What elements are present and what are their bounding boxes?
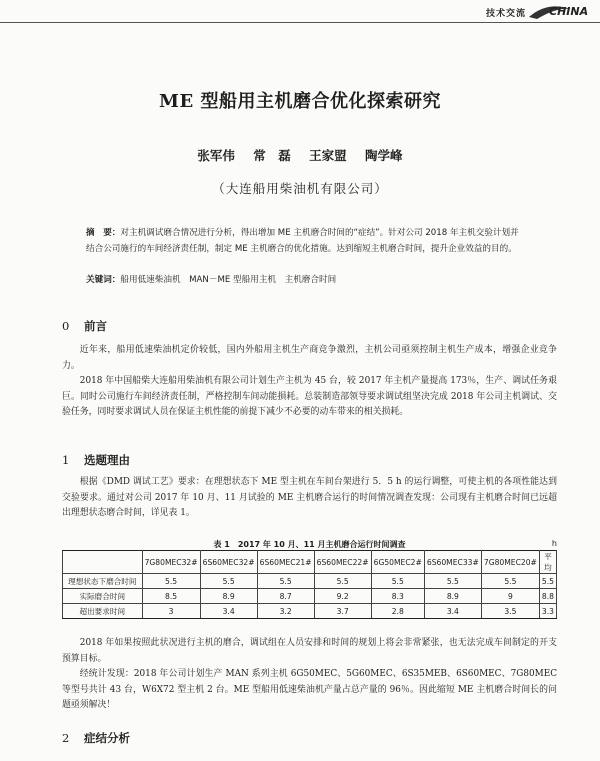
table-header-cell: 6S60MEC32# [200, 551, 257, 574]
table-row [63, 604, 557, 619]
table-cell: 5.5 [200, 574, 257, 589]
section-title: 选题理由 [84, 453, 130, 467]
table-header-cell: 6S60MEC22# [314, 551, 371, 574]
row-label: 实际磨合时间 [63, 589, 143, 604]
table-caption-text: 表 1 2017 年 10 月、11 月主机磨合运行时间调查 [213, 540, 406, 549]
table-unit: h [551, 539, 557, 548]
section-title: 症结分析 [84, 731, 130, 745]
table-cell: 5.5 [314, 574, 371, 589]
affiliation: （大连船用柴油机有限公司） [212, 181, 388, 196]
table-cell: 2.8 [371, 604, 424, 619]
header-rule [0, 22, 600, 23]
column-label: 技术交流 [486, 9, 527, 19]
author: 张军伟 [197, 148, 235, 163]
abstract-text: 对主机调试磨合情况进行分析，得出增加 ME 主机磨合时间的“症结”。针对公司 2018 年主机交验计划并结合公司施行的车间经济责任制，制定 ME 主机磨合的优化措施。达到缩短主机磨合时间，提升企业效益的目的。 [86, 228, 519, 254]
section-number: 0 [62, 319, 70, 333]
table-cell: 3.7 [314, 604, 371, 619]
table-cell: 5.5 [539, 574, 556, 589]
data-table [62, 550, 557, 619]
author: 常 磊 [253, 148, 291, 163]
section-heading [62, 730, 130, 746]
table-cell: 8.8 [539, 589, 556, 604]
table-row [63, 589, 557, 604]
table-cell: 5.5 [142, 574, 200, 589]
paragraph: 近年来，船用低速柴油机定价较低，国内外船用主机生产商竞争激烈，主机公司亟须控制主机生产成本，增强企业竞争力。 [62, 345, 557, 371]
table-header-cell: 6S60MEC33# [424, 551, 481, 574]
table-cell: 5.5 [257, 574, 314, 589]
table-cell: 5.5 [371, 574, 424, 589]
paragraph: 根据《DMD 调试工艺》要求：在理想状态下 ME 型主机在车间台架进行 5．5 h 的运行调整，可使主机的各项性能达到交验要求。通过对公司 2017 年 10 月、11 月试验的 ME 主机磨合运行的时间情况调查发现：公司现有主机磨合时间已远超出理想状态磨合时间，详见表 1。 [62, 477, 557, 518]
table-header-cell: 7G80MEC20# [481, 551, 539, 574]
table-cell: 8.3 [371, 589, 424, 604]
keywords-text: 船用低速柴油机 MAN－ME 型船用主机 主机磨合时间 [120, 275, 337, 285]
section-body [62, 475, 557, 522]
paragraph: 经统计发现：2018 年公司计划生产 MAN 系列主机 6G50MEC、5G60MEC、6S35MEB、6S60MEC、7G80MEC 等型号共计 43 台，W6X72 型主机 2 台。ME 型船用低速柴油机产量占总产量的 96％。因此缩短 ME 主机磨合时间长的问题亟须解决！ [62, 669, 557, 710]
table-cell: 3.5 [481, 604, 539, 619]
section-title: 前言 [84, 319, 107, 333]
table-caption [62, 539, 557, 550]
table-cell: 8.7 [257, 589, 314, 604]
abstract-label: 摘 要： [86, 228, 121, 238]
author-list [0, 146, 600, 164]
table-cell: 8.9 [424, 589, 481, 604]
table-header-row [63, 551, 557, 574]
author: 王家盟 [309, 148, 347, 163]
row-label: 理想状态下磨合时间 [63, 574, 143, 589]
section-heading [62, 318, 107, 334]
table-cell: 8.5 [142, 589, 200, 604]
abstract [86, 225, 522, 257]
table-cell: 8.9 [200, 589, 257, 604]
paragraph: 2018 年如果按照此状况进行主机的磨合，调试组在人员安排和时间的规划上将会非常紧张，也无法完成车间制定的开支预算目标。 [62, 638, 557, 664]
table-header-cell: 6S60MEC21# [257, 551, 314, 574]
table-cell: 9 [481, 589, 539, 604]
paper-title: ME 型船用主机磨合优化探索研究 [159, 91, 441, 112]
table-header-cell: 7G80MEC32# [142, 551, 200, 574]
table-cell: 3 [142, 604, 200, 619]
table-row [63, 574, 557, 589]
table-cell: 5.5 [424, 574, 481, 589]
table-cell: 3.2 [257, 604, 314, 619]
table-header-cell: 平均 [539, 551, 556, 574]
table-cell: 3.4 [424, 604, 481, 619]
table-cell: 3.4 [200, 604, 257, 619]
keywords-label: 关键词： [86, 275, 121, 285]
section-heading [62, 452, 130, 468]
section-number: 2 [62, 731, 70, 745]
paragraph: 2018 年中国船柴大连船用柴油机有限公司计划生产主机为 45 台，较 2017 年主机产量提高 173％，生产、调试任务艰巨。同时公司施行车间经济责任制，严格控制车间动能損耗。总装制造部领导要求调试组坚决完成 2018 年公司主机调试、交验任务，同时要求调试人员在保证主机性能的前提下减少不必要的动车带来的相关损耗。 [62, 376, 557, 417]
logo-text: CHINA [549, 5, 589, 18]
table-header-cell [63, 551, 143, 574]
table-cell: 3.3 [539, 604, 556, 619]
author: 陶学峰 [365, 148, 403, 163]
row-label: 超出要求时间 [63, 604, 143, 619]
table-header-cell: 6G50MEC2# [371, 551, 424, 574]
section-body [62, 636, 557, 714]
table-cell: 9.2 [314, 589, 371, 604]
table-cell: 5.5 [481, 574, 539, 589]
section-number: 1 [62, 453, 70, 467]
journal-logo [527, 3, 599, 21]
keywords [86, 273, 522, 285]
section-body [62, 343, 557, 421]
